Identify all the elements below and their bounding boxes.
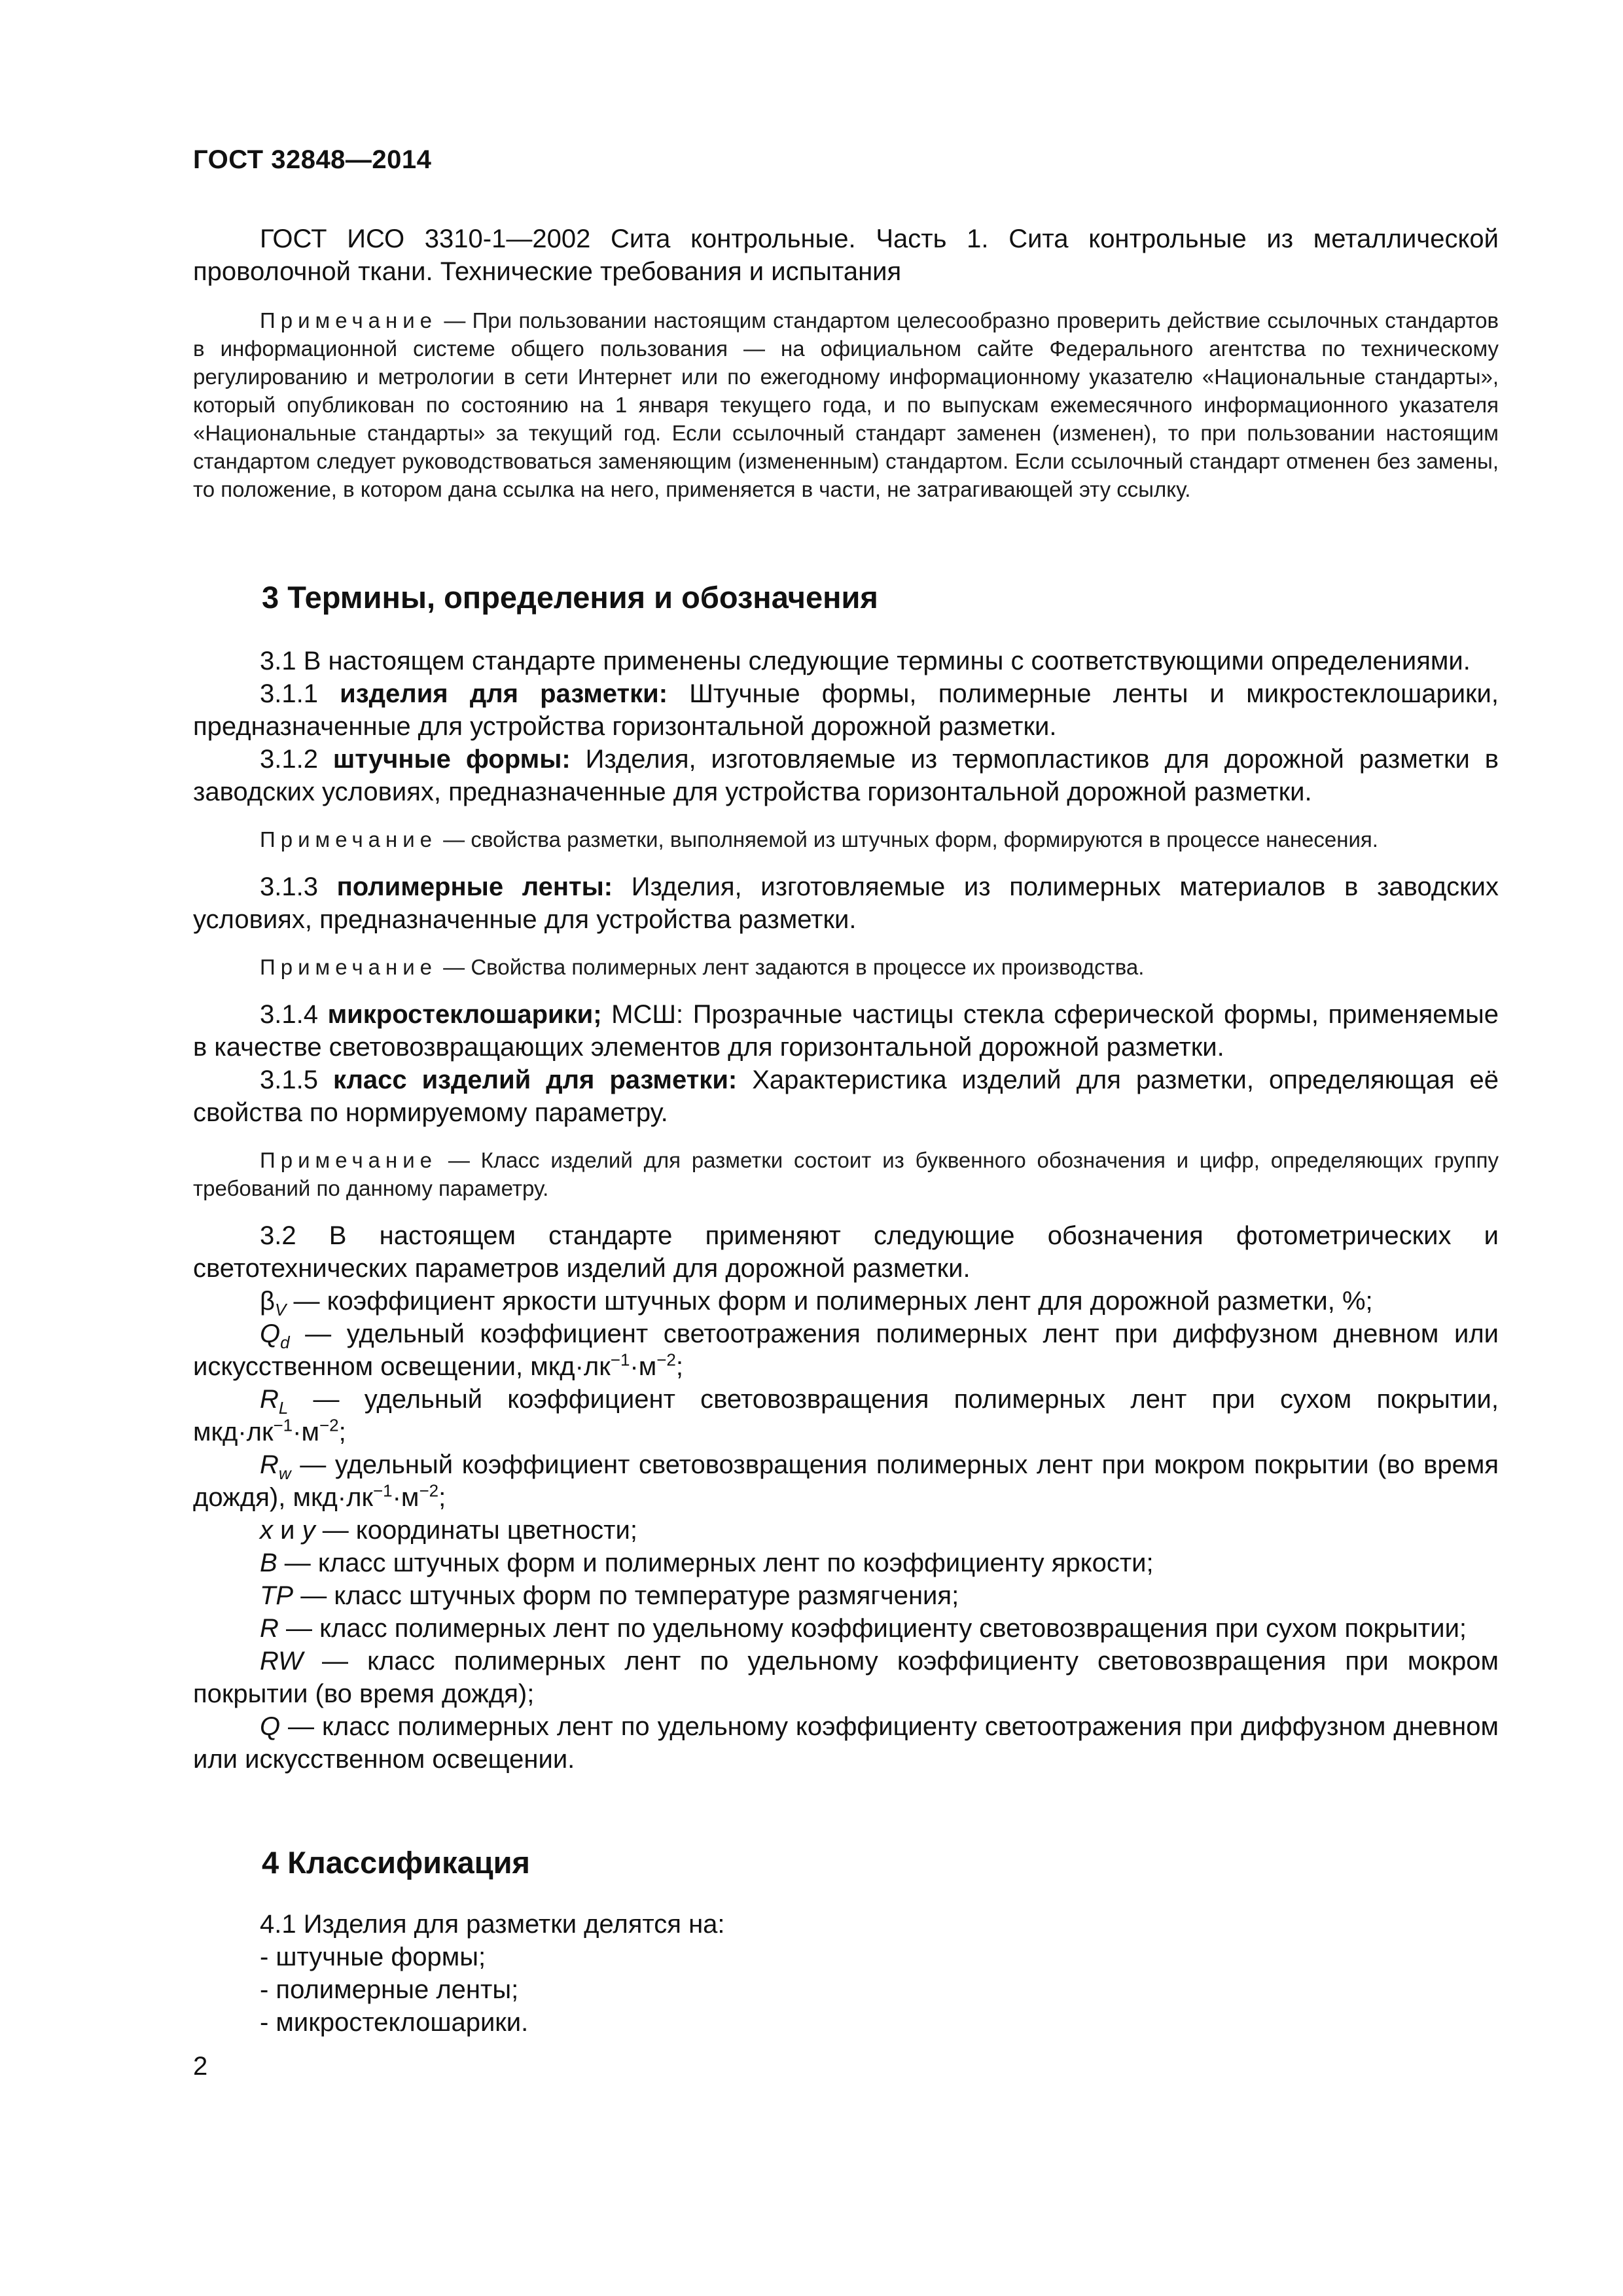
reference-block <box>193 223 1499 503</box>
symbol-r-w <box>193 1448 1499 1514</box>
conjunction: и <box>273 1516 302 1545</box>
symbol-r-l <box>193 1383 1499 1448</box>
symbol-subscript: w <box>278 1463 291 1483</box>
reference-note <box>193 306 1499 503</box>
unit: ·м <box>630 1352 657 1381</box>
term-definition: Штучные формы, полимерные ленты и микростеклошарики, предназначенные для устройства горизонтальной дорожной разметки. <box>193 679 1499 741</box>
punctuation: ; <box>675 1352 684 1381</box>
reference-iso-3310: ГОСТ ИСО 3310-1—2002 Сита контрольные. Часть 1. Сита контрольные из металлической проволочной ткани. Технические требования и испытания <box>193 224 1499 286</box>
para-3-1: 3.1 В настоящем стандарте применены следующие термины с соответствующими определениями. <box>260 647 1471 675</box>
symbol-definition: — удельный коэффициент световозвращения полимерных лент при мокром покрытии (во время дождя), мкд·лк <box>193 1450 1499 1512</box>
section-3-body <box>193 645 1499 1776</box>
symbol: R <box>260 1450 279 1479</box>
para-3-1-5 <box>193 1064 1499 1129</box>
term-number: 3.1.1 <box>260 679 340 708</box>
para-3-1-3 <box>193 870 1499 936</box>
note-3-1-3 <box>193 953 1499 981</box>
note-label: Примечание <box>260 827 438 852</box>
symbol-subscript: V <box>275 1300 287 1319</box>
symbol-subscript: L <box>278 1398 289 1418</box>
symbol-x-y <box>193 1514 1499 1547</box>
symbol: y <box>302 1516 315 1545</box>
note-text: — Класс изделий для разметки состоит из буквенного обозначения и цифр, определяющих группу требований по данному параметру. <box>193 1148 1499 1200</box>
term-name: изделия для разметки: <box>340 679 668 708</box>
symbol: Q <box>260 1319 281 1348</box>
para-4-1: 4.1 Изделия для разметки делятся на: <box>260 1910 725 1939</box>
symbol: RW <box>260 1647 303 1676</box>
note-text: — свойства разметки, выполняемой из штучных форм, формируются в процессе нанесения. <box>437 827 1378 852</box>
exponent: −2 <box>419 1480 439 1501</box>
symbol: Q <box>260 1712 281 1741</box>
list-item: - штучные формы; <box>260 1943 486 1971</box>
symbol: B <box>260 1549 277 1577</box>
note-label: Примечание <box>260 1148 438 1172</box>
symbol: x <box>260 1516 273 1545</box>
symbol-definition: — класс полимерных лент по удельному коэффициенту световозвращения при сухом покрытии; <box>278 1614 1467 1643</box>
term-number: 3.1.5 <box>260 1066 333 1094</box>
exponent: −1 <box>610 1350 630 1370</box>
punctuation: ; <box>438 1483 446 1512</box>
symbol-definition: — класс полимерных лент по удельному коэффициенту световозвращения при мокром покрытии (во время дождя); <box>193 1647 1499 1708</box>
symbol: R <box>260 1614 279 1643</box>
section-4-body <box>193 1908 1499 2039</box>
term-definition: Изделия, изготовляемые из полимерных материалов в заводских условиях, предназначенные для устройства разметки. <box>193 872 1499 934</box>
note-3-1-2 <box>193 825 1499 853</box>
symbol-definition: — удельный коэффициент световозвращения полимерных лент при сухом покрытии, мкд·лк <box>193 1385 1499 1446</box>
note-label: Примечание <box>260 308 438 332</box>
exponent: −1 <box>273 1415 293 1435</box>
section-4-title: 4 Классификация <box>262 1845 530 1880</box>
term-definition: Характеристика изделий для разметки, определяющая её свойства по нормируемому параметру. <box>193 1066 1499 1127</box>
exponent: −1 <box>372 1480 393 1501</box>
note-3-1-5 <box>193 1146 1499 1202</box>
note-label: Примечание <box>260 955 438 979</box>
symbol-definition: — удельный коэффициент светоотражения полимерных лент при диффузном дневном или искусственном освещении, мкд·лк <box>193 1319 1499 1381</box>
symbol-definition: — класс полимерных лент по удельному коэффициенту светоотражения при диффузном дневном или искусственном освещении. <box>193 1712 1499 1774</box>
term-number: 3.1.3 <box>260 872 337 901</box>
term-definition: Изделия, изготовляемые из термопластиков для дорожной разметки в заводских условиях, предназначенные для устройства горизонтальной дорожной разметки. <box>193 745 1499 806</box>
term-name: класс изделий для разметки: <box>332 1066 738 1094</box>
note-text: — При пользовании настоящим стандартом целесообразно проверить действие ссылочных стандартов в информационной системе общего пользования — на официальном сайте Федерального агентства по техническому регулированию и метрологии в сети Интернет или по ежегодному информационному указателю «Национальные стандарты», который опубликован по состоянию на 1 января текущего года, и по выпускам ежемесячного информационного указателя «Национальные стандарты» за текущий год. Если ссылочный стандарт заменен (изменен), то при пользовании настоящим стандартом следует руководствоваться заменяющим (измененным) стандартом. Если ссылочный стандарт отменен без замены, то положение, в котором дана ссылка на него, применяется в части, не затрагивающей эту ссылку. <box>193 308 1499 501</box>
exponent: −2 <box>319 1415 339 1435</box>
symbol-definition: — коэффициент яркости штучных форм и полимерных лент для дорожной разметки, %; <box>286 1287 1373 1316</box>
punctuation: ; <box>338 1418 346 1446</box>
section-3-title: 3 Термины, определения и обозначения <box>262 580 878 615</box>
para-3-1-4 <box>193 998 1499 1064</box>
symbol-rw <box>193 1645 1499 1710</box>
symbol-definition: — класс штучных форм по температуре размягчения; <box>293 1581 959 1610</box>
symbol: R <box>260 1385 279 1414</box>
term-number: 3.1.4 <box>260 1000 328 1029</box>
symbol-beta-v <box>193 1285 1499 1318</box>
para-3-1-1 <box>193 677 1499 743</box>
unit: ·м <box>392 1483 419 1512</box>
symbol-b <box>193 1547 1499 1579</box>
term-definition: МСШ: Прозрачные частицы стекла сферической формы, применяемые в качестве световозвращающих элементов для горизонтальной дорожной разметки. <box>193 1000 1499 1062</box>
page-number: 2 <box>193 2052 208 2081</box>
note-text: — Свойства полимерных лент задаются в процессе их производства. <box>437 955 1145 979</box>
list-item: - микростеклошарики. <box>260 2008 529 2037</box>
symbol: TP <box>260 1581 294 1610</box>
unit: ·м <box>293 1418 319 1446</box>
term-name: штучные формы: <box>332 745 571 774</box>
term-name: микростеклошарики; <box>327 1000 602 1029</box>
symbol-subscript: d <box>280 1333 290 1352</box>
standard-code-header: ГОСТ 32848—2014 <box>193 145 432 174</box>
symbol-definition: — класс штучных форм и полимерных лент по коэффициенту яркости; <box>277 1549 1154 1577</box>
exponent: −2 <box>656 1350 676 1370</box>
para-3-2: 3.2 В настоящем стандарте применяют следующие обозначения фотометрических и светотехнических параметров изделий для дорожной разметки. <box>193 1221 1499 1283</box>
symbol-r <box>193 1612 1499 1645</box>
para-3-1-2 <box>193 743 1499 808</box>
term-number: 3.1.2 <box>260 745 333 774</box>
symbol-q-d <box>193 1318 1499 1383</box>
symbol-q <box>193 1710 1499 1776</box>
symbol-definition: — координаты цветности; <box>315 1516 637 1545</box>
symbol-tp <box>193 1579 1499 1612</box>
symbol: β <box>260 1287 276 1316</box>
list-item: - полимерные ленты; <box>260 1975 519 2004</box>
term-name: полимерные ленты: <box>336 872 613 901</box>
